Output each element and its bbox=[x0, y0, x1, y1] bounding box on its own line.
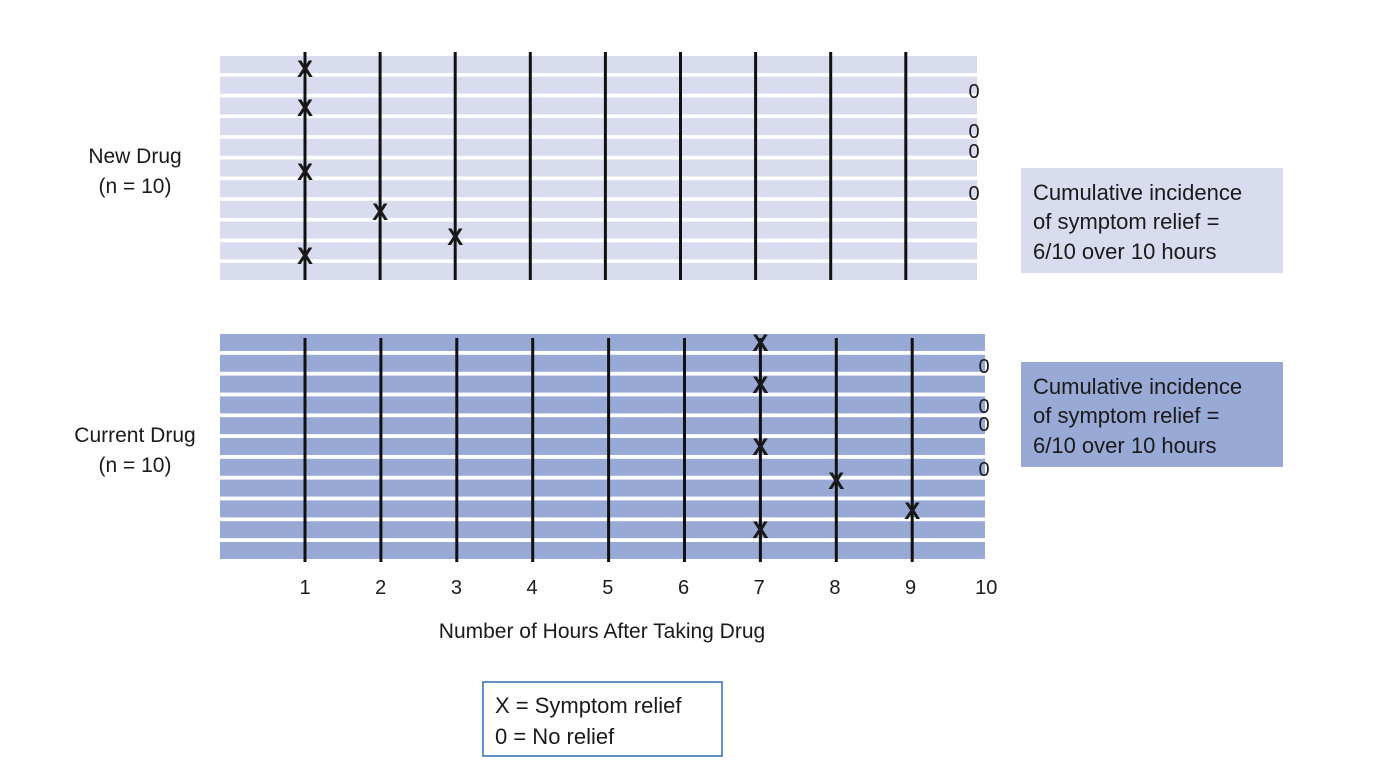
x-tick-label: 9 bbox=[905, 577, 917, 599]
band-stripe bbox=[220, 56, 977, 73]
x-axis-label: Number of Hours After Taking Drug bbox=[438, 620, 766, 643]
x-tick-label: 1 bbox=[299, 577, 311, 599]
band-stripe bbox=[220, 500, 985, 517]
band-stripe bbox=[220, 118, 977, 135]
relief-marker: X bbox=[752, 517, 769, 544]
band-stripe bbox=[220, 376, 985, 393]
relief-marker: X bbox=[828, 468, 845, 495]
x-tick-label: 6 bbox=[677, 577, 690, 599]
no-relief-marker: 0 bbox=[968, 121, 980, 143]
current-drug-summary-line-2: of symptom relief = bbox=[1033, 403, 1220, 428]
relief-marker: X bbox=[296, 243, 314, 270]
relief-marker: X bbox=[447, 224, 464, 251]
x-tick-label: 5 bbox=[602, 577, 614, 599]
relief-marker: X bbox=[372, 199, 389, 226]
x-tick-label: 10 bbox=[975, 577, 998, 599]
x-tick-label: 7 bbox=[753, 577, 765, 599]
current-drug-summary-line-1: Cumulative incidence bbox=[1033, 374, 1243, 399]
relief-marker: X bbox=[296, 159, 314, 186]
band-stripe bbox=[220, 438, 985, 455]
no-relief-marker: 0 bbox=[978, 459, 990, 481]
band-stripe bbox=[220, 521, 985, 538]
relief-marker: X bbox=[296, 95, 314, 122]
new-drug-label: New Drug bbox=[88, 145, 182, 168]
new-drug-summary-line-3: 6/10 over 10 hours bbox=[1033, 239, 1217, 264]
no-relief-marker: 0 bbox=[978, 396, 990, 418]
band-stripe bbox=[220, 334, 985, 351]
relief-marker: X bbox=[296, 56, 314, 83]
new-drug-summary-line-2: of symptom relief = bbox=[1033, 209, 1220, 234]
band-stripe bbox=[220, 263, 977, 280]
band-stripe bbox=[220, 242, 977, 259]
x-tick-labels bbox=[299, 577, 997, 599]
current-drug-n-label: (n = 10) bbox=[98, 454, 172, 477]
no-relief-marker: 0 bbox=[978, 356, 990, 378]
band-stripe bbox=[220, 222, 977, 239]
band-stripe bbox=[220, 160, 977, 177]
current-drug-label: Current Drug bbox=[74, 424, 196, 447]
x-tick-label: 2 bbox=[375, 577, 387, 599]
no-relief-marker: 0 bbox=[968, 81, 980, 103]
x-tick-label: 8 bbox=[829, 577, 841, 599]
current-drug-summary-line-3: 6/10 over 10 hours bbox=[1033, 433, 1217, 458]
legend-line-relief: X = Symptom relief bbox=[495, 693, 682, 718]
relief-marker: X bbox=[752, 372, 769, 399]
band-stripe bbox=[220, 139, 977, 156]
band-stripe bbox=[220, 542, 985, 559]
band-stripe bbox=[220, 355, 985, 372]
no-relief-marker: 0 bbox=[968, 141, 980, 163]
relief-marker: X bbox=[904, 498, 921, 525]
current-drug-band-group bbox=[220, 334, 985, 559]
band-stripe bbox=[220, 77, 977, 94]
band-stripe bbox=[220, 480, 985, 497]
x-tick-label: 4 bbox=[526, 577, 538, 599]
new-drug-summary-line-1: Cumulative incidence bbox=[1033, 180, 1243, 205]
band-stripe bbox=[220, 97, 977, 114]
no-relief-marker: 0 bbox=[968, 183, 980, 205]
relief-marker: X bbox=[752, 330, 769, 357]
band-stripe bbox=[220, 396, 985, 413]
band-stripe bbox=[220, 417, 985, 434]
legend-line-no-relief: 0 = No relief bbox=[495, 724, 615, 749]
relief-marker: X bbox=[752, 434, 769, 461]
new-drug-n-label: (n = 10) bbox=[98, 175, 172, 198]
band-stripe bbox=[220, 180, 977, 197]
x-tick-label: 3 bbox=[450, 577, 462, 599]
new-drug-band-group bbox=[220, 56, 980, 280]
band-stripe bbox=[220, 201, 977, 218]
band-stripe bbox=[220, 459, 985, 476]
no-relief-marker: 0 bbox=[978, 414, 990, 436]
